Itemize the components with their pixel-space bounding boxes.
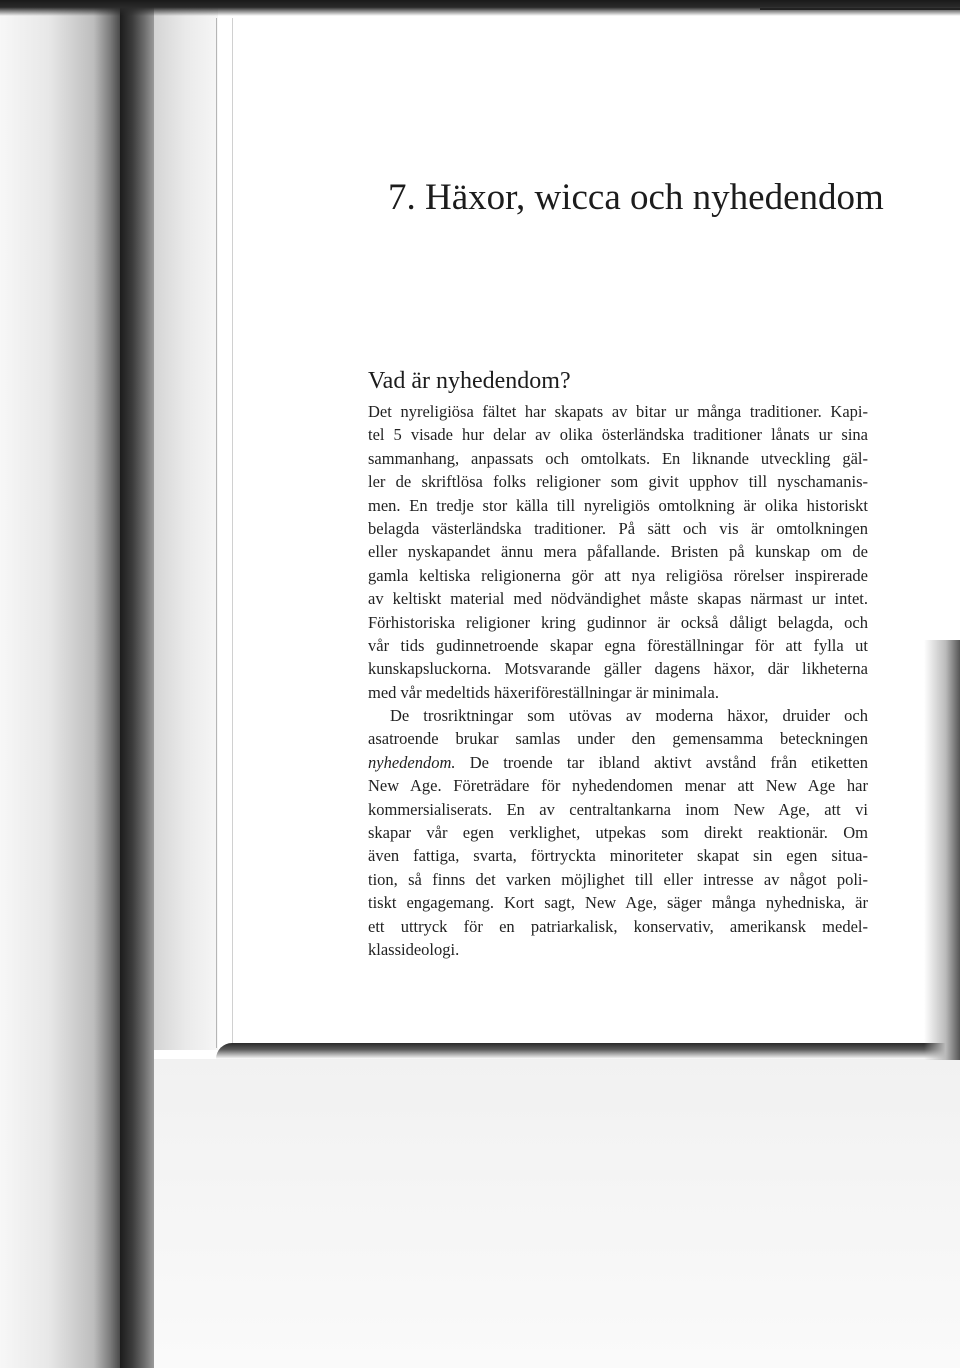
text-line: tiskt engagemang. Kort sagt, New Age, säger många nyhedniska, är [368, 893, 868, 913]
page-edge-line [216, 18, 217, 1048]
scanner-background [154, 1059, 960, 1368]
left-page-shadow [0, 0, 120, 1368]
text-fragment: De troende tar ibland aktivt avstånd från etiketten [455, 752, 868, 772]
text-line: ler de skriftlösa folks religioner som givit upphov till nyschamanis- [368, 472, 868, 492]
text-line: asatroende brukar samlas under den gemensamma beteckningen [368, 729, 868, 749]
book-spine [120, 0, 154, 1368]
text-line: Det nyreligiösa fältet har skapats av bitar ur många traditioner. Kapi- [368, 402, 868, 421]
page-edge-line-inner [232, 18, 233, 1048]
text-line: klassideologi. [368, 939, 460, 959]
chapter-title: 7. Häxor, wicca och nyhedendom [388, 177, 884, 218]
text-line: tion, så finns det varken möjlighet till eller intresse av något poli- [368, 869, 868, 889]
section-heading: Vad är nyhedendom? [368, 368, 571, 394]
text-line: men. En tredje stor källa till nyreligiös omtolkning är olika historiskt [368, 495, 868, 515]
text-line: De trosriktningar som utövas av moderna häxor, druider och [390, 706, 868, 726]
text-line: sammanhang, anpassats och omtolkats. En liknande utveckling gäl- [368, 448, 868, 468]
page-bottom-edge [216, 1043, 960, 1059]
body-text [368, 400, 868, 961]
text-line: kommersialiserats. En av centraltankarna inom New Age, att vi [368, 799, 868, 819]
text-line: kunskapsluckorna. Motsvarande gäller dagens häxor, där likheterna [368, 659, 868, 679]
right-page-edge-shadow [924, 640, 960, 1060]
top-rule-line [760, 8, 960, 10]
text-line-with-term [368, 751, 868, 774]
text-line: av keltiskt material med nödvändighet måste skapas närmast ur intet. [368, 589, 868, 609]
text-line: skapar vår egen verklighet, utpekas som direkt reaktionär. Om [368, 823, 868, 843]
text-line: vår tids gudinnetroende skapar egna föreställningar för att fylla ut [368, 635, 868, 655]
text-line: belagda västerländska traditioner. På sätt och vis är omtolkningen [368, 518, 868, 538]
gutter-shade [154, 0, 218, 1050]
text-line: ett uttryck för en patriarkalisk, konservativ, amerikansk medel- [368, 916, 868, 936]
text-line: New Age. Företrädare för nyhedendomen menar att New Age har [368, 776, 868, 796]
emphasized-term: nyhedendom. [368, 752, 456, 772]
text-line: gamla keltiska religionerna gör att nya religiösa rörelser inspirerade [368, 565, 868, 585]
text-line: med vår medeltids häxeriföreställningar är minimala. [368, 682, 719, 702]
text-line: eller nyskapandet ännu mera påfallande. Bristen på kunskap om de [368, 542, 868, 562]
text-line: tel 5 visade hur delar av olika österländska traditioner lånats ur sina [368, 425, 868, 445]
text-line: även fattiga, svarta, förtryckta minoriteter skapat sin egen situa- [368, 846, 868, 866]
text-line: Förhistoriska religioner kring gudinnor är också dåligt belagda, och [368, 612, 868, 632]
